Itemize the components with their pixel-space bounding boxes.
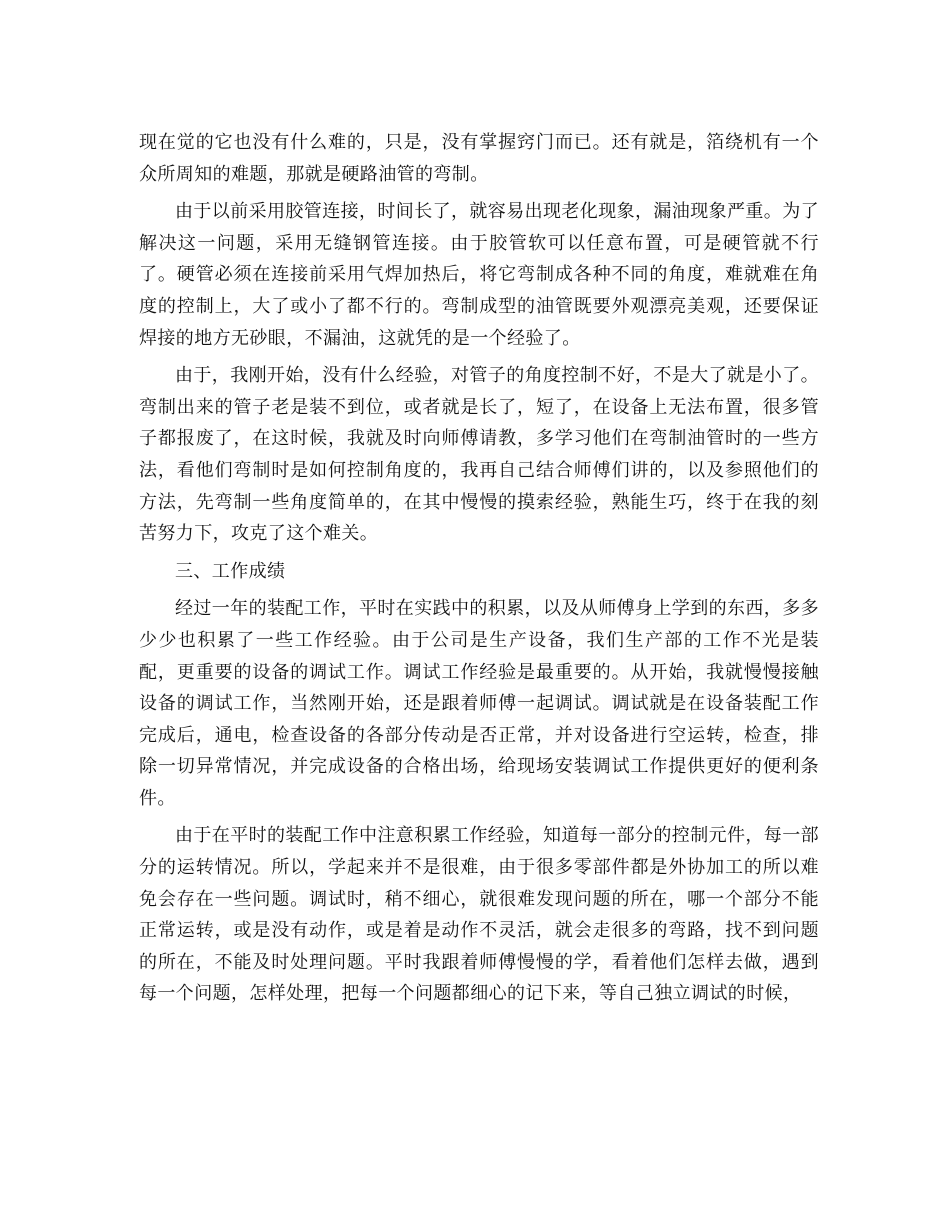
paragraph-continuation: 现在觉的它也没有什么难的，只是，没有掌握窍门而已。还有就是，箔绕机有一个众所周知的难题，那就是硬路油管的弯制。	[139, 132, 819, 185]
paragraph-pipe-bending: 由于，我刚开始，没有什么经验，对管子的角度控制不好，不是大了就是小了。弯制出来的管子老是装不到位，或者就是长了，短了，在设备上无法布置，很多管子都报废了，在这时候，我就及时向师傅请教，多学习他们在弯制油管时的一些方法，看他们弯制时是如何控制角度的，我再自己结合师傅们讲的，以及参照他们的方法，先弯制一些角度简单的，在其中慢慢的摸索经验，熟能生巧，终于在我的刻苦努力下，攻克了这个难关。	[139, 365, 819, 545]
document-body	[139, 127, 819, 1016]
paragraph-hose-connection: 由于以前采用胶管连接，时间长了，就容易出现老化现象，漏油现象严重。为了解决这一问题，采用无缝钢管连接。由于胶管软可以任意布置，可是硬管就不行了。硬管必须在连接前采用气焊加热后，将它弯制成各种不同的角度，难就难在角度的控制上，大了或小了都不行的。弯制成型的油管既要外观漂亮美观，还要保证焊接的地方无砂眼，不漏油，这就凭的是一个经验了。	[139, 201, 819, 349]
paragraph-assembly-experience: 经过一年的装配工作，平时在实践中的积累，以及从师傅身上学到的东西，多多少少也积累了一些工作经验。由于公司是生产设备，我们生产部的工作不光是装配，更重要的设备的调试工作。调试工作经验是最重要的。从开始，我就慢慢接触设备的调试工作，当然刚开始，还是跟着师傅一起调试。调试就是在设备装配工作完成后，通电，检查设备的各部分传动是否正常，并对设备进行空运转，检查，排除一切异常情况，并完成设备的合格出场，给现场安装调试工作提供更好的便利条件。	[139, 598, 819, 809]
section-heading-work-results: 三、工作成绩	[175, 560, 286, 582]
paragraph-debugging: 由于在平时的装配工作中注意积累工作经验，知道每一部分的控制元件，每一部分的运转情况。所以，学起来并不是很难，由于很多零部件都是外协加工的所以难免会存在一些问题。调试时，稍不细心，就很难发现问题的所在，哪一个部分不能正常运转，或是没有动作，或是着是动作不灵活，就会走很多的弯路，找不到问题的所在，不能及时处理问题。平时我跟着师傅慢慢的学，看着他们怎样去做，遇到每一个问题，怎样处理，把每一个问题都细心的记下来，等自己独立调试的时候，	[139, 825, 819, 1005]
